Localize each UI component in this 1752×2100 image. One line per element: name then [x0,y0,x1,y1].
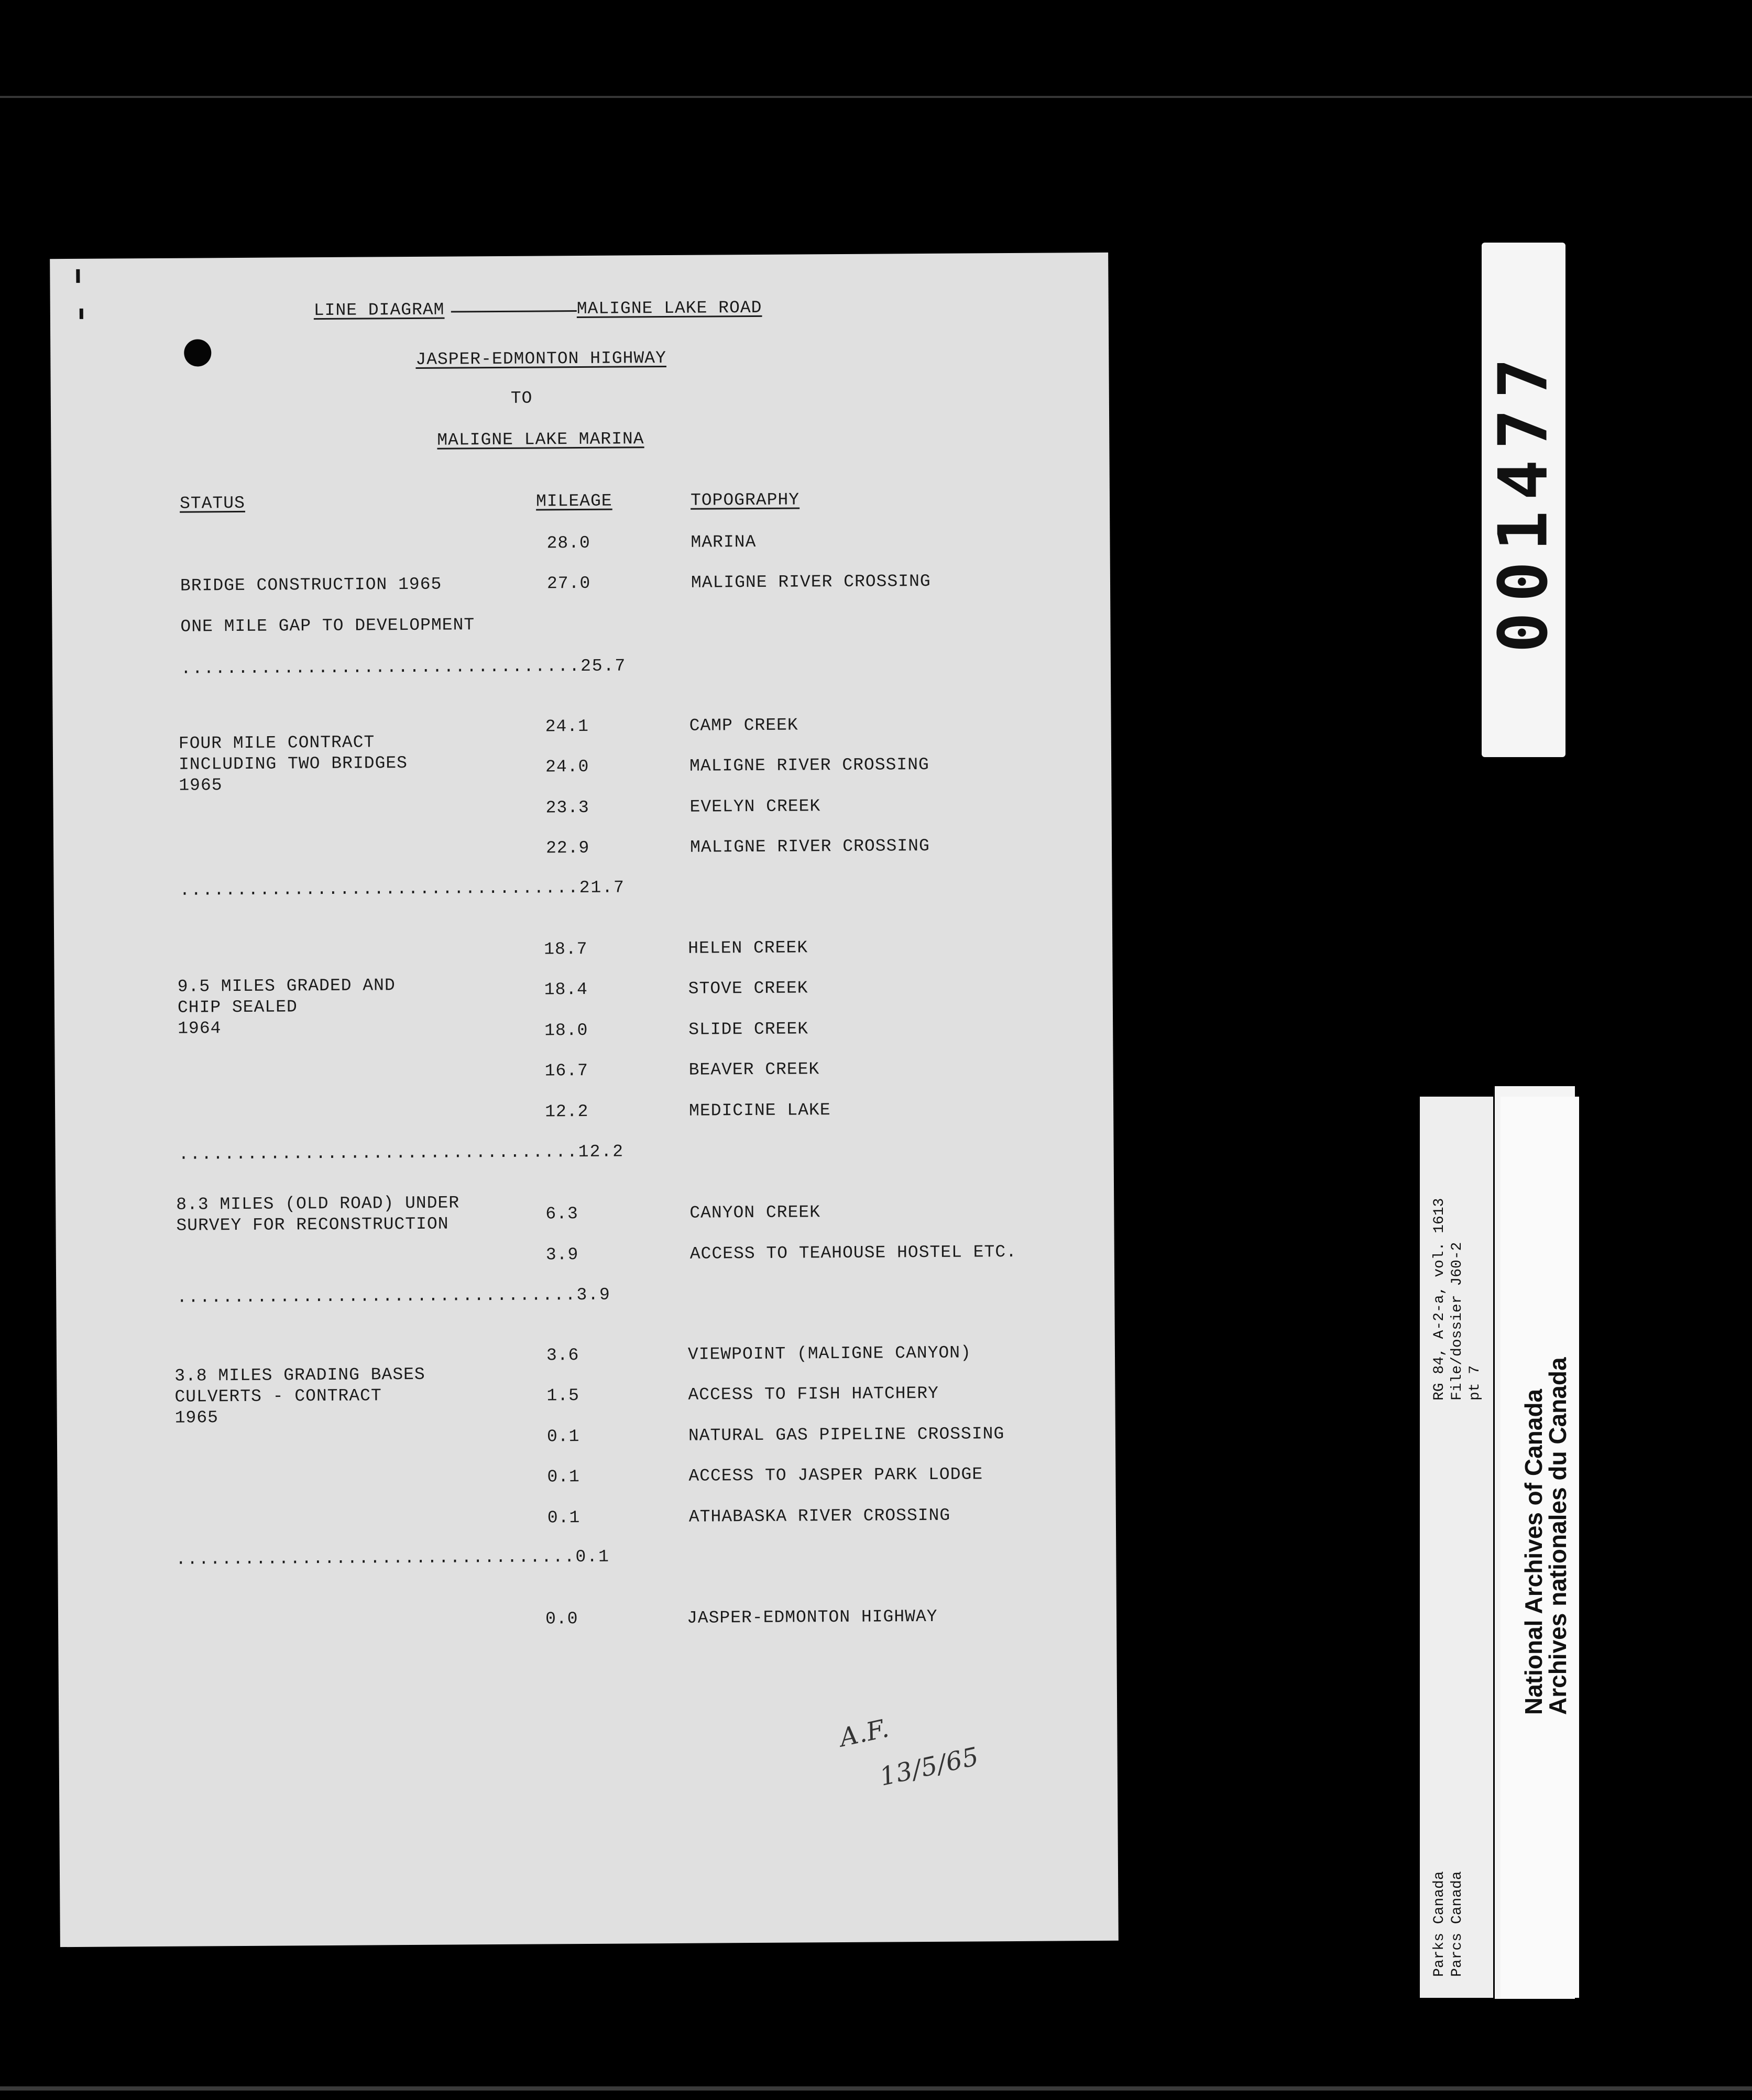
document-number-strip [1482,243,1565,757]
mileage-value: 18.4 [544,979,588,1000]
topography-value: ACCESS TO FISH HATCHERY [688,1383,939,1405]
topography-value: MEDICINE LAKE [689,1100,831,1121]
document-content [50,253,1119,1947]
section-boundary: ...................................0.1 [176,1547,610,1569]
mileage-value: 28.0 [546,533,590,553]
mileage-value: 0.0 [545,1609,578,1629]
topography-value: MARINA [691,532,757,552]
topography-value: ATHABASKA RIVER CROSSING [688,1505,951,1527]
status-text: 1965 [179,775,223,795]
archive-ref-line2: File/dossier J60-2 [1449,1242,1465,1401]
mileage-value: 0.1 [547,1508,581,1528]
document-number: 001477 [1484,347,1563,653]
punch-hole [184,339,211,366]
margin-mark [76,269,80,283]
mileage-value: 3.6 [546,1346,579,1365]
boundary-mileage: 3.9 [576,1285,611,1305]
topography-value: BEAVER CREEK [688,1059,820,1080]
topography-value: HELEN CREEK [688,938,808,958]
topography-value: CAMP CREEK [689,715,798,736]
status-text: CHIP SEALED [177,997,298,1018]
topography-value: MALIGNE RIVER CROSSING [689,754,929,776]
mileage-value: 6.3 [545,1204,578,1224]
mileage-value: 18.7 [544,939,588,959]
column-header-topography: TOPOGRAPHY [690,490,800,510]
mileage-value: 24.0 [545,757,589,777]
mileage-value: 16.7 [544,1060,588,1081]
status-text: INCLUDING TWO BRIDGES [178,753,408,774]
boundary-mileage: 21.7 [579,878,625,898]
topography-value: VIEWPOINT (MALIGNE CANYON) [687,1343,971,1364]
status-text: ONE MILE GAP TO DEVELOPMENT [180,615,475,637]
document-sheet [50,253,1119,1947]
mileage-value: 18.0 [544,1020,588,1041]
column-header-mileage: MILEAGE [535,491,612,511]
status-text: 1964 [178,1019,222,1038]
topography-value: ACCESS TO TEAHOUSE HOSTEL ETC. [689,1242,1017,1264]
archive-reference-label [1420,1097,1493,1998]
status-text: 9.5 MILES GRADED AND [177,976,396,997]
section-boundary: ...................................12.2 [178,1142,625,1164]
status-text: CULVERTS - CONTRACT [174,1386,382,1407]
archive-name-en: National Archives of Canada [1520,1388,1547,1715]
archive-ref-line3: pt 7 [1467,1365,1483,1401]
mileage-value: 23.3 [545,797,589,818]
mileage-value: 3.9 [545,1245,579,1265]
topography-value: MALIGNE RIVER CROSSING [691,571,931,593]
boundary-mileage: 12.2 [578,1142,625,1162]
title-to-word: TO [510,388,533,408]
column-header-status: STATUS [179,493,245,513]
mileage-value: 12.2 [545,1101,589,1122]
status-text: 3.8 MILES GRADING BASES [174,1364,425,1386]
national-archives-label [1501,1097,1579,1998]
topography-value: MALIGNE RIVER CROSSING [689,836,930,857]
section-boundary: ...................................25.7 [180,656,627,679]
mileage-value: 24.1 [545,716,589,737]
mileage-value: 27.0 [546,573,591,594]
topography-value: EVELYN CREEK [689,796,821,817]
status-text: BRIDGE CONSTRUCTION 1965 [180,574,442,596]
mileage-value: 0.1 [547,1467,580,1487]
title-from: JASPER-EDMONTON HIGHWAY [415,348,666,369]
title-to: MALIGNE LAKE MARINA [437,429,644,450]
heading-rule [451,310,577,312]
topography-value: STOVE CREEK [688,978,808,999]
handwritten-initials: A.F. [837,1713,892,1753]
topography-value: CANYON CREEK [689,1202,821,1223]
topography-value: NATURAL GAS PIPELINE CROSSING [688,1424,1005,1446]
boundary-mileage: 25.7 [580,656,627,676]
topography-value: ACCESS TO JASPER PARK LODGE [688,1464,983,1486]
status-text: SURVEY FOR RECONSTRUCTION [176,1214,449,1235]
mileage-value: 1.5 [546,1386,579,1406]
mileage-value: 22.9 [545,838,590,858]
status-text: FOUR MILE CONTRACT [178,732,375,753]
section-boundary: ...................................3.9 [177,1285,611,1307]
archive-name-fr: Archives nationales du Canada [1544,1357,1571,1715]
top-edge-line [0,96,1752,98]
handwritten-date: 13/5/65 [877,1742,982,1792]
topography-value: JASPER-EDMONTON HIGHWAY [686,1606,938,1628]
heading-left: LINE DIAGRAM [313,300,445,321]
status-text: 8.3 MILES (OLD ROAD) UNDER [176,1193,460,1215]
mileage-value: 0.1 [546,1427,580,1447]
heading-right: MALIGNE LAKE ROAD [576,298,762,319]
archive-ref-line1: RG 84, A-2-a, vol. 1613 [1431,1198,1448,1401]
source-en: Parks Canada [1431,1871,1448,1977]
source-fr: Parcs Canada [1449,1871,1465,1977]
boundary-mileage: 0.1 [575,1547,610,1567]
status-text: 1965 [174,1408,219,1428]
section-boundary: ...................................21.7 [179,878,625,900]
bottom-edge-line [0,2086,1752,2091]
topography-value: SLIDE CREEK [688,1019,809,1040]
margin-mark [80,309,83,319]
